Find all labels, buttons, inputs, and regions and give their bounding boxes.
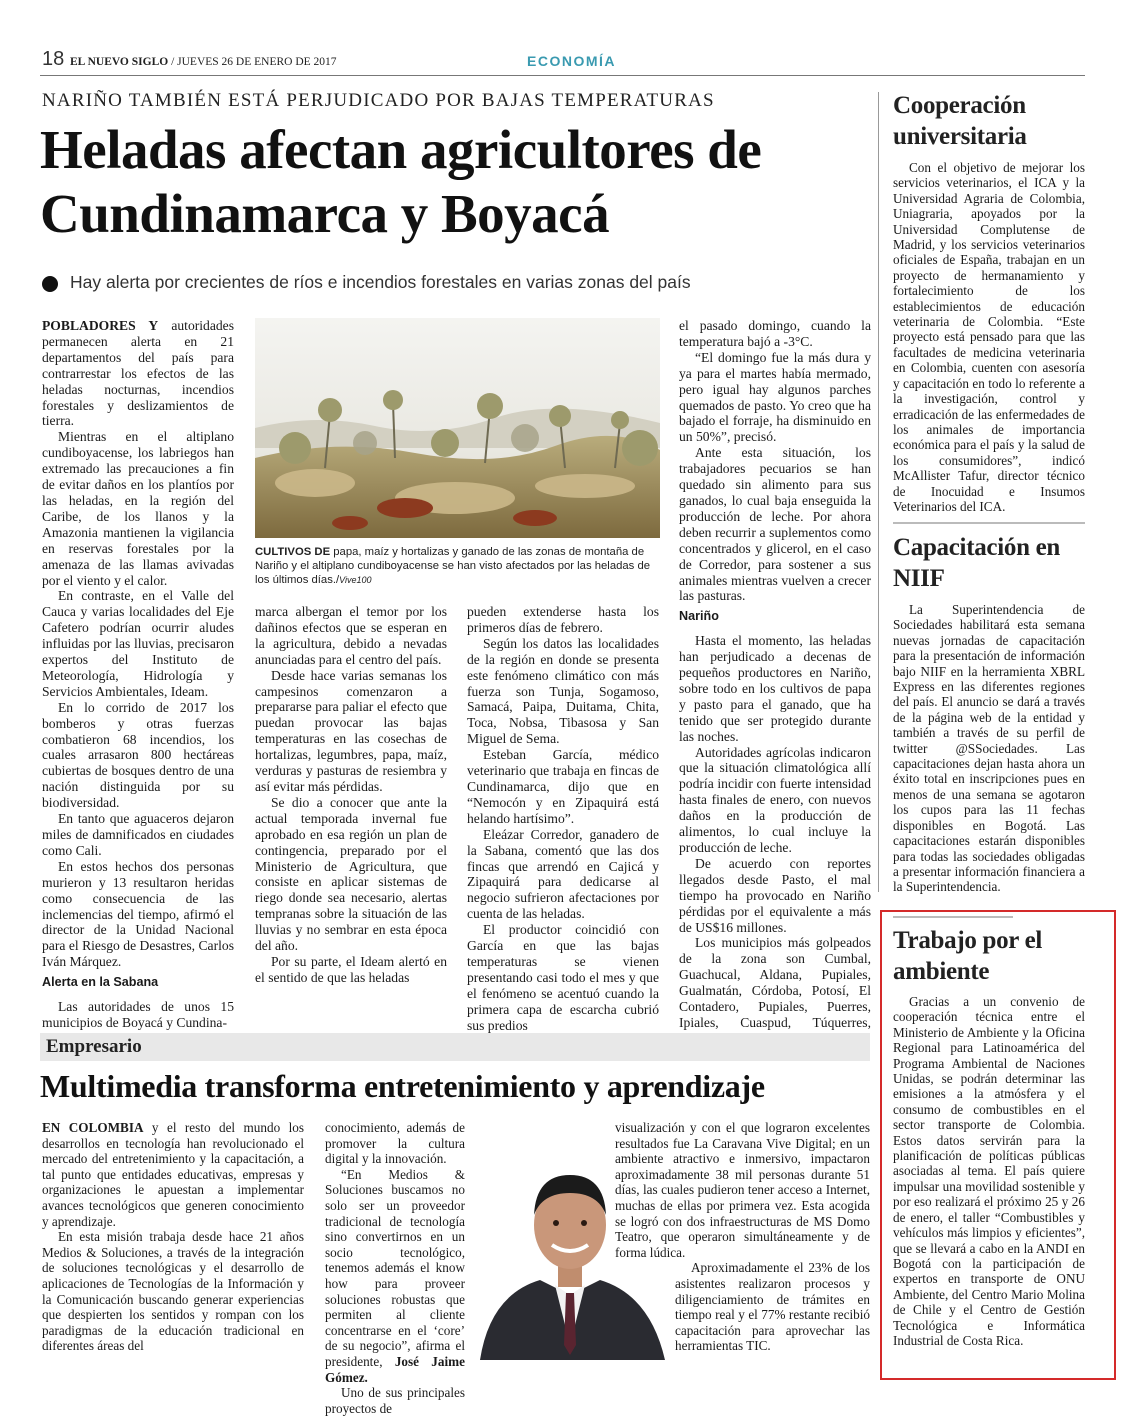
issue-date: / JUEVES 26 DE ENERO DE 2017 [168, 56, 337, 68]
lead-in: EN COLOMBIA [42, 1120, 144, 1135]
header-rule [40, 75, 1085, 76]
paragraph: Autoridades agrícolas indicaron que la situación climatológica allí podría incidir con fuerte intensidad hasta finales de enero, con nuevos daños en la producción de alimentos, lo cual incluye la producción de leche. [679, 744, 871, 855]
brief-title: Capacitación en NIIF [893, 534, 1061, 592]
paragraph: conocimiento, además de promover la cultura digital y la innovación. [325, 1120, 465, 1167]
sidebar-separator [893, 916, 1013, 918]
brief-title: Trabajo por el ambiente [893, 927, 1043, 985]
paragraph: Esteban García, médico veterinario que trabaja en fincas de Cundinamarca, dijo que en “Nemocón y en Zipaquirá está helando hartísimo”. [467, 747, 659, 826]
section-bar [40, 1033, 870, 1061]
paragraph: “El domingo fue la más dura y ya para el martes había mermado, pero igual hay algunos parches quemados de pasto. Yo creo que ha bajado el forraje, ha disminuido en un 50%”, precisó. [679, 349, 871, 445]
paragraph: Se dio a conocer que ante la actual temporada invernal fue aprobado en esa región un plan de contingencia, preparado por el Ministerio de Agricultura, que consiste en aplicar sistemas de riego donde sea necesario, alertas tempranas sobre la situación de las lluvias y no sembrar en esta época del año. [255, 794, 447, 954]
paragraph: En lo corrido de 2017 los bomberos y otras fuerzas combatieron 68 incendios, los cuales arrasaron 800 hectáreas cubiertas de bosques dentro de una nación distinguida por su biodiversidad. [42, 699, 234, 811]
publication-dateline [70, 56, 337, 68]
sidebar-separator [893, 522, 1085, 524]
paragraph: En esta misión trabaja desde hace 21 años Medios & Soluciones, a través de la integración de soluciones tecnológicas y el desarrollo de aplicaciones de Tecnologías de la Información y la Comunicación buscando generar experiencias que despierten los sentidos y rompan con los paradigmas de la educación tradicional en diferentes áreas del [42, 1229, 304, 1354]
empresario-column-1 [42, 1120, 304, 1354]
sidebar-divider [878, 92, 879, 892]
sidebar-brief-3-body [893, 994, 1085, 1348]
article-column-3 [467, 604, 659, 1033]
article-kicker: NARIÑO TAMBIÉN ESTÁ PERJUDICADO POR BAJAS TEMPERATURAS [42, 90, 715, 111]
section-name: ECONOMÍA [527, 53, 616, 69]
paragraph: En estos hechos dos personas murieron y 13 resultaron heridas como consecuencia de las inclemencias del tiempo, afirmó el director de la Unidad Nacional para el Riesgo de Desastres, Carlos Iván Márquez. [42, 858, 234, 970]
paragraph: El productor coincidió con García en que las bajas temperaturas se vienen presentando casi todo el mes y que el fenómeno se acentuó cuando la primera capa de escarcha cubrió sus predios [467, 922, 659, 1033]
subheading: Alerta en la Sabana [42, 975, 159, 990]
paragraph: Gracias a un convenio de cooperación técnica entre el Ministerio de Ambiente y la Oficina Regional para Latinoamérica del Programa Ambiental de Naciones Unidas, se podrán determinar las emisiones a la atmósfera y el consumo de combustibles en el sector transporte de Colombia. Estos datos servirán para la planificación de políticas públicas asociadas al tema. El país quiere impulsar una movilidad sostenible y por eso realizará el próximo 25 y 26 de enero, el taller “Combustibles y vehículos más limpios y eficientes”, que se llevará a cabo en la ANDI en Bogotá con la participación de expertos en transporte de ONU Ambiente, del Centro Mario Molina de Chile y el Centro de Gestión Tecnológica e Informática Industrial de Costa Rica. [893, 994, 1085, 1348]
person-name: José Jaime Gómez. [325, 1353, 465, 1385]
article-column-1 [42, 318, 234, 1031]
paragraph: visualización y con el que lograron excelentes resultados fue La Caravana Vive Digital; en un ambiente atractivo e inmersivo, impactaron aproximadamente 38 mil personas durante 51 días, las cuales pudieron tener acceso a Internet, muchas de ellas por primera vez. Esta acogida se logró con dos infraestructuras de MS Domo Teatro, que operaron simultáneamente y de forma lúdica. [615, 1120, 870, 1260]
paragraph: marca albergan el temor por los dañinos efectos que se esperan en la agricultura, debido a nevadas anunciadas para el centro del país. [255, 604, 447, 667]
paragraph: En contraste, en el Valle del Cauca y varias localidades del Eje Cafetero podrían ocurrir aludes influidas por las lluvias, precisaron expertos del Instituto de Meteorología, Hidrología y Servicios Ambientales, Ideam. [42, 588, 234, 699]
paragraph: el pasado domingo, cuando la temperatura bajó a -3°C. [679, 318, 871, 349]
page-number: 18 [42, 48, 65, 70]
paragraph [325, 1167, 465, 1385]
paragraph: Los municipios más golpeados de la zona son Cumbal, Guachucal, Aldana, Pupiales, Gualmatán, Córdoba, Potosí, El Contadero, Pupiales, Puerres, Ipiales, Cuaspud, Túquerres, [679, 935, 871, 1030]
photo-caption [255, 545, 660, 587]
paragraph: pueden extenderse hasta los primeros días de febrero. [467, 604, 659, 635]
paragraph: En tanto que aguaceros dejaron miles de damnificados en ciudades como Cali. [42, 811, 234, 858]
brief-title: Cooperación universitaria [893, 92, 1027, 150]
photo-credit: Vive100 [339, 575, 372, 585]
paragraph: Con el objetivo de mejorar los servicios veterinarios, el ICA y la Universidad Agraria de Colombia, Uniagraria, apoyados por la Universidad Complutense de Madrid, y los servicios veterinarios oficiales de España, trabajan en un proyecto de hermanamiento y fortalecimiento de los establecimientos de educación veterinaria de Colombia. “Este proyecto está pensado para que las facultades de medicina veterinaria en Colombia, cuenten con asesoría y capacitación en todo lo referente a la investigación, control y erradicación de las enfermedades de los animales de importancia económica para el país y la salud de los consumidores”, indicó McAllister Tafur, director técnico de Inocuidad e Insumos Veterinarios del ICA. [893, 160, 1085, 514]
paragraph: Por su parte, el Ideam alertó en el sentido de que las heladas [255, 953, 447, 985]
paragraph [42, 318, 234, 429]
paragraph: De acuerdo con reportes llegados desde Pasto, el mal tiempo ha provocado en Nariño pérdidas por el equivalente a más de US$16 millones. [679, 855, 871, 935]
caption-text: papa, maíz y hortalizas y ganado de las zonas de montaña de Nariño y el altiplano cundiboyacense se han visto afectados por las heladas de los últimos días./ [255, 546, 651, 586]
sidebar-brief-3 [893, 925, 1093, 987]
sidebar-brief-1-body [893, 160, 1085, 514]
frost-landscape-photo [255, 318, 660, 538]
empresario-column-2 [325, 1120, 465, 1416]
sidebar-brief-2 [893, 532, 1093, 594]
empresario-headline: Multimedia transforma entretenimiento y aprendizaje [40, 1068, 765, 1104]
bullet-icon [42, 276, 58, 292]
landscape-image [255, 318, 660, 538]
paragraph: Según los datos las localidades de la región en donde se presenta este fenómeno climático con más fuerza son Tunja, Sogamoso, Samacá, Paipa, Duitama, Chita, Toca, Nobsa, Tibasosa y San Miguel de Sema. [467, 635, 659, 747]
section-label: Empresario [46, 1036, 142, 1057]
paragraph: La Superintendencia de Sociedades habilitará esta semana nuevas jornadas de capacitación para la presentación de información bajo NIIF en la herramienta XBRL Express en las diferentes regiones del país. El anuncio se dará a través de la página web de la entidad y también a través de su perfil de twitter @SSociedades. Las capacitaciones dejan hasta ahora un éxito total en inscripciones pues en menos de una semana se agotaron los cupos para las 11 fechas disponibles en Bogotá. Las capacitaciones estarán disponibles para todas las sociedades obligadas a presentar información financiera a la Superintendencia. [893, 602, 1085, 895]
paragraph: Hasta el momento, las heladas han perjudicado a decenas de pequeños productores en Nariño, sobre todo en los cultivos de papa y pasto para el ganado, que ha tenido que ser protegido durante las noches. [679, 633, 871, 744]
paragraph-text: y el resto del mundo los desarrollos en tecnología han revolucionado el mercado del entretenimiento y la capacitación, a tal punto que entidades educativas, empresas y organizaciones le apuestan a implementar avances tecnológicos que generen conocimiento y aprendizaje. [42, 1120, 304, 1229]
paragraph: Desde hace varias semanas los campesinos comenzaron a prepararse para paliar el efecto que puedan provocar las bajas temperaturas en las cosechas de hortalizas, legumbres, papa, maíz, verduras y pasturas de resiembra y así evitar más pérdidas. [255, 667, 447, 794]
paragraph [42, 1120, 304, 1229]
paragraph: Aproximadamente el 23% de los asistentes realizaron procesos y diligenciamiento de trámites en tiempo real y el 77% restante recibió capacitación para aprovechar las herramientas TIC. [675, 1260, 870, 1354]
quote-text: “En Medios & Soluciones buscamos no solo ser un proveedor tradicional de tecnología sino convertirnos en un socio tecnológico, tenemos además el know how para proveer soluciones robustas que permiten al cliente concentrarse en el ‘core’ de su negocio”, afirma el presidente, [325, 1166, 465, 1369]
caption-lead: CULTIVOS DE [255, 546, 331, 558]
paragraph: Ante esta situación, los trabajadores pecuarios se han quedado sin alimento para sus ganados, lo cual baja enseguida la producción de leche. Por ahora deben recurrir a suplementos como concentrados y glicerol, en el caso de Corredor, para sostener a sus animales mientras vuelven a crecer las pasturas. [679, 445, 871, 604]
paragraph-text: autoridades permanecen alerta en 21 departamentos del país para contrarrestar los efectos de las heladas nocturnas, incendios forestales y deslizamientos de tierra. [42, 318, 234, 429]
lead-in: POBLADORES Y [42, 318, 159, 333]
article-column-4 [679, 318, 871, 1047]
paragraph: Mientras en el altiplano cundiboyacense, los labriegos han extremado las precauciones a fin de evitar daños en los plantíos por las heladas, en la región del Caribe, de los llanos y la Amazonia mantienen la vigilancia en reservas forestales por la amenaza de las llamas avivadas por el viento y el calor. [42, 429, 234, 588]
article-subheadline: Hay alerta por crecientes de ríos e incendios forestales en varias zonas del país [70, 272, 691, 292]
article-column-2 [255, 604, 447, 986]
paragraph: Las autoridades de unos 15 municipios de Boyacá y Cundina- [42, 999, 234, 1030]
sidebar-brief-1 [893, 90, 1093, 152]
publication-name: EL NUEVO SIGLO [70, 56, 169, 68]
empresario-column-3 [615, 1120, 870, 1354]
paragraph: Uno de sus principales proyectos de [325, 1385, 465, 1416]
sidebar-brief-2-body [893, 602, 1085, 895]
paragraph: Eleázar Corredor, ganadero de la Sabana, comentó que las dos fincas que arrendó en Cajicá y Zipaquirá para dedicarse al negocio sufrieron afectaciones por cuenta de las heladas. [467, 826, 659, 922]
subheading: Nariño [679, 609, 719, 624]
article-headline: Heladas afectan agricultores de Cundinamarca y Boyacá [40, 119, 762, 244]
